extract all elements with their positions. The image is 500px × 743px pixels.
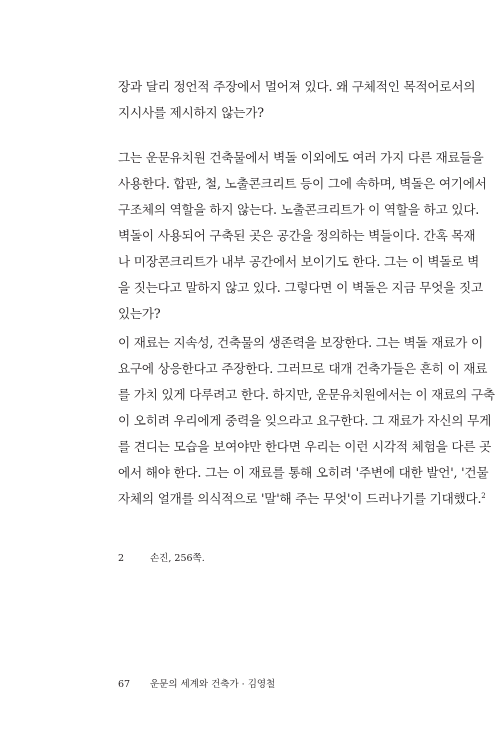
body-paragraph bbox=[118, 330, 495, 512]
page-footer bbox=[118, 678, 275, 692]
page-number: 67 bbox=[118, 679, 131, 690]
footnote-text: 손진, 256쪽. bbox=[150, 553, 205, 564]
footnote-reference: 2 bbox=[481, 492, 486, 500]
text-line: 이 오히려 우리에게 중력을 잊으라고 요구한다. 그 재료가 자신의 무게 bbox=[118, 413, 492, 428]
text-line: 를 견디는 모습을 보여야만 한다면 우리는 이런 시각적 체험을 다른 곳 bbox=[118, 439, 492, 454]
text-line: 에서 해야 한다. 그는 이 재료를 통해 오히려 '주변에 대한 발언', '건물 bbox=[118, 465, 489, 480]
text-line: 그는 운문유치원 건축물에서 벽돌 이외에도 여러 가지 다른 재료들을 bbox=[118, 150, 484, 165]
body-paragraph bbox=[118, 74, 476, 126]
text-line: 있는가? bbox=[118, 306, 161, 321]
text-line: 장과 달리 정언적 주장에서 멀어져 있다. 왜 구체적인 목적어로서의 bbox=[118, 79, 476, 94]
text-line: 지시사를 제시하지 않는가? bbox=[118, 105, 264, 120]
text-line: 사용한다. 합판, 철, 노출콘크리트 등이 그에 속하며, 벽돌은 여기에서 bbox=[118, 176, 487, 191]
text-line: 이 재료는 지속성, 건축물의 생존력을 보장한다. 그는 벽돌 재료가 이 bbox=[118, 335, 483, 350]
text-line: 을 짓는다고 말하지 않고 있다. 그렇다면 이 벽돌은 지금 무엇을 짓고 bbox=[118, 280, 483, 295]
text-line: 요구에 상응한다고 주장한다. 그러므로 대개 건축가들은 흔히 이 재료 bbox=[118, 361, 488, 376]
text-line: 나 미장콘크리트가 내부 공간에서 보이기도 한다. 그는 이 벽돌로 벽 bbox=[118, 254, 480, 269]
text-line: 구조체의 역할을 하지 않는다. 노출콘크리트가 이 역할을 하고 있다. bbox=[118, 202, 480, 217]
text-line: 벽돌이 사용되어 구축된 곳은 공간을 정의하는 벽들이다. 간혹 목재 bbox=[118, 228, 476, 243]
footnote bbox=[118, 552, 205, 566]
text-line: 를 가치 있게 다루려고 한다. 하지만, 운문유치원에서는 이 재료의 구축 bbox=[118, 387, 495, 402]
running-title: 운문의 세계와 건축가 · 김영철 bbox=[150, 679, 276, 690]
body-paragraph bbox=[118, 145, 487, 327]
footnote-number: 2 bbox=[118, 553, 125, 564]
text-line-content: 자체의 얼개를 의식적으로 '말'해 주는 무엇'이 드러나기를 기대했다. bbox=[118, 491, 482, 506]
text-line bbox=[118, 486, 486, 512]
